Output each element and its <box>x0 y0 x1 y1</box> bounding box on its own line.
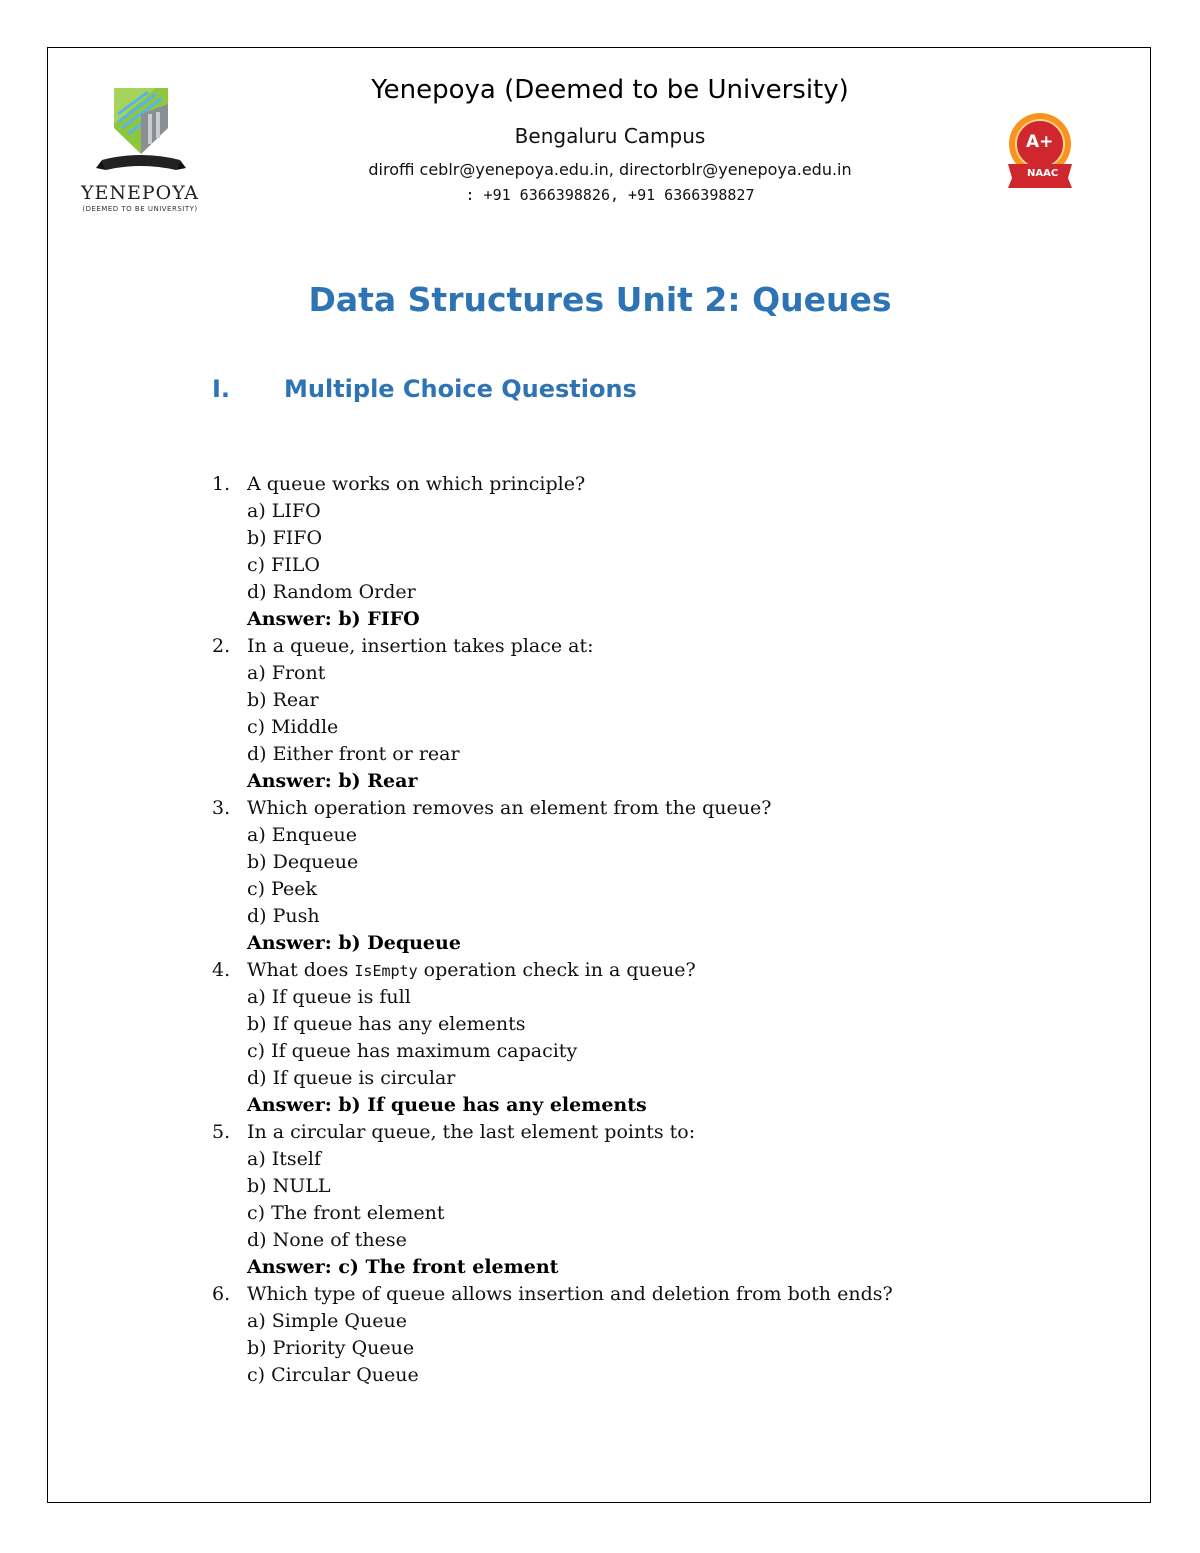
option: a) LIFO <box>247 500 321 522</box>
question-number: 4. <box>212 959 231 981</box>
question-list <box>212 471 1112 1389</box>
answer-value: b) Rear <box>338 770 418 792</box>
answer-label: Answer: <box>247 1094 332 1116</box>
option: b) Dequeue <box>247 851 359 873</box>
option: d) Either front or rear <box>247 743 460 765</box>
question-text: In a circular queue, the last element points to: <box>247 1121 696 1143</box>
university-title: Yenepoya (Deemed to be University) <box>371 75 849 105</box>
question-number: 3. <box>212 797 231 819</box>
section-title: Multiple Choice Questions <box>284 375 637 403</box>
question-number: 1. <box>212 473 231 495</box>
option: b) Priority Queue <box>247 1337 415 1359</box>
option: d) If queue is circular <box>247 1067 456 1089</box>
contact-phones: : +91 6366398826, +91 6366398827 <box>465 186 755 204</box>
question-number: 6. <box>212 1283 231 1305</box>
question-item <box>212 957 1112 1119</box>
naac-grade: A+ <box>1026 132 1054 152</box>
answer-value: b) FIFO <box>338 608 420 630</box>
answer-line <box>247 1092 1112 1119</box>
logo-subtitle: (DEEMED TO BE UNIVERSITY) <box>82 205 198 213</box>
answer-value: b) If queue has any elements <box>338 1094 647 1116</box>
logo-wordmark: YENEPOYA <box>80 182 200 204</box>
option: a) Itself <box>247 1148 322 1170</box>
option: d) None of these <box>247 1229 407 1251</box>
question-number: 5. <box>212 1121 231 1143</box>
option: c) FILO <box>247 554 320 576</box>
question-text: In a queue, insertion takes place at: <box>247 635 594 657</box>
question-text-after: operation check in a queue? <box>417 959 696 981</box>
campus-name: Bengaluru Campus <box>514 124 706 148</box>
option: a) If queue is full <box>247 986 411 1008</box>
question-item <box>212 1119 1112 1281</box>
document-title: Data Structures Unit 2: Queues <box>308 280 892 319</box>
answer-label: Answer: <box>247 1256 332 1278</box>
question-text: A queue works on which principle? <box>247 473 586 495</box>
option: b) If queue has any elements <box>247 1013 526 1035</box>
option: a) Front <box>247 662 326 684</box>
naac-badge <box>1006 108 1074 192</box>
option: d) Push <box>247 905 320 927</box>
answer-line <box>247 930 1112 957</box>
answer-line <box>247 768 1112 795</box>
answer-line <box>247 1254 1112 1281</box>
question-item <box>212 1281 1112 1389</box>
option: b) FIFO <box>247 527 323 549</box>
question-item <box>212 795 1112 957</box>
shield-logo-icon <box>96 84 186 180</box>
option: c) If queue has maximum capacity <box>247 1040 578 1062</box>
question-number: 2. <box>212 635 231 657</box>
answer-label: Answer: <box>247 770 332 792</box>
section-number: I. <box>212 375 231 403</box>
option: c) Middle <box>247 716 339 738</box>
answer-line <box>247 606 1112 633</box>
question-item <box>212 633 1112 795</box>
university-logo <box>74 84 206 216</box>
option: b) Rear <box>247 689 319 711</box>
naac-label: NAAC <box>1027 168 1059 179</box>
question-text: Which operation removes an element from the queue? <box>247 797 772 819</box>
contact-emails: diroffi ceblr@yenepoya.edu.in, directorblr@yenepoya.edu.in <box>368 160 852 179</box>
answer-label: Answer: <box>247 608 332 630</box>
question-item <box>212 471 1112 633</box>
answer-value: c) The front element <box>338 1256 559 1278</box>
answer-label: Answer: <box>247 932 332 954</box>
answer-value: b) Dequeue <box>338 932 461 954</box>
question-code: IsEmpty <box>354 962 418 980</box>
question-text-before: What does <box>247 959 355 981</box>
option: d) Random Order <box>247 581 416 603</box>
option: a) Simple Queue <box>247 1310 407 1332</box>
option: c) Circular Queue <box>247 1364 419 1386</box>
option: c) Peek <box>247 878 318 900</box>
question-text <box>247 957 1112 984</box>
question-text: Which type of queue allows insertion and deletion from both ends? <box>247 1283 893 1305</box>
option: c) The front element <box>247 1202 445 1224</box>
option: b) NULL <box>247 1175 331 1197</box>
option: a) Enqueue <box>247 824 358 846</box>
